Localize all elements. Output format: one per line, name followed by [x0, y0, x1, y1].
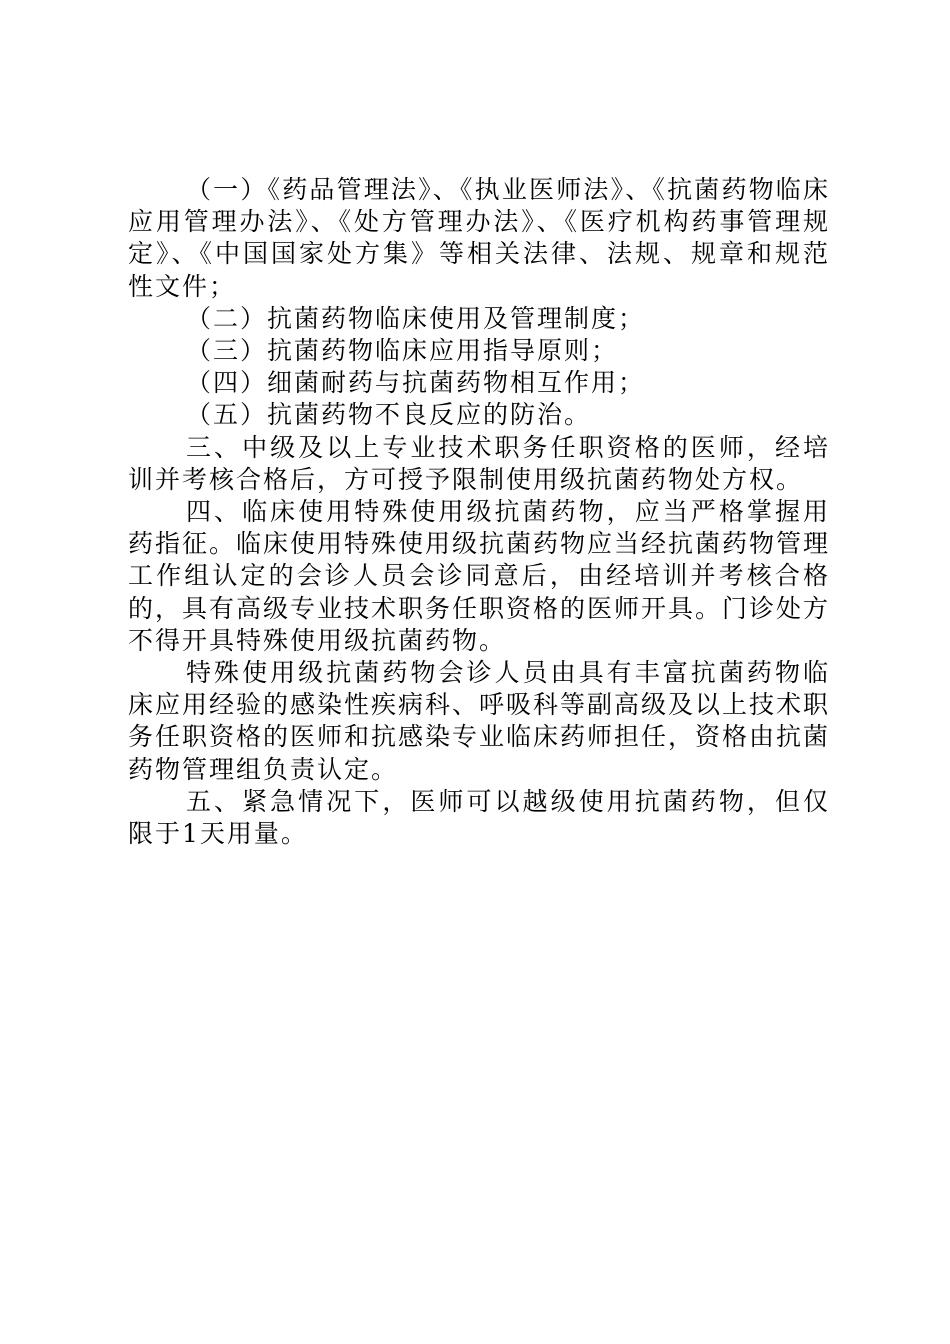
paragraph-four: 四、临床使用特殊使用级抗菌药物，应当严格掌握用药指征。临床使用特殊使用级抗菌药物应当经抗菌药物管理工作组认定的会诊人员会诊同意后，由经培训并考核合格的，具有高级专业技术职务任职资格的医师开具。门诊处方不得开具特殊使用级抗菌药物。: [128, 497, 831, 655]
paragraph-item-3: （三）抗菌药物临床应用指导原则；: [186, 336, 619, 366]
paragraph-item-5: （五）抗菌药物不良反应的防治。: [186, 400, 592, 430]
paragraph-consultation-staff: 特殊使用级抗菌药物会诊人员由具有丰富抗菌药物临床应用经验的感染性疾病科、呼吸科等副高级及以上技术职务任职资格的医师和抗感染专业临床药师担任，资格由抗菌药物管理组负责认定。: [128, 658, 831, 784]
paragraph-item-4: （四）细菌耐药与抗菌药物相互作用；: [186, 368, 646, 398]
paragraph-item-2: （二）抗菌药物临床使用及管理制度；: [186, 303, 646, 333]
paragraph-three: 三、中级及以上专业技术职务任职资格的医师，经培训并考核合格后，方可授予限制使用级抗菌药物处方权。: [128, 432, 830, 494]
paragraph-five: 五、紧急情况下，医师可以越级使用抗菌药物，但仅限于1天用量。: [128, 786, 830, 849]
document-body: [128, 174, 830, 850]
paragraph-item-1: （一）《药品管理法》、《执业医师法》、《抗菌药物临床应用管理办法》、《处方管理办法》、《医疗机构药事管理规定》、《中国国家处方集》等相关法律、法规、规章和规范性文件；: [128, 175, 830, 301]
